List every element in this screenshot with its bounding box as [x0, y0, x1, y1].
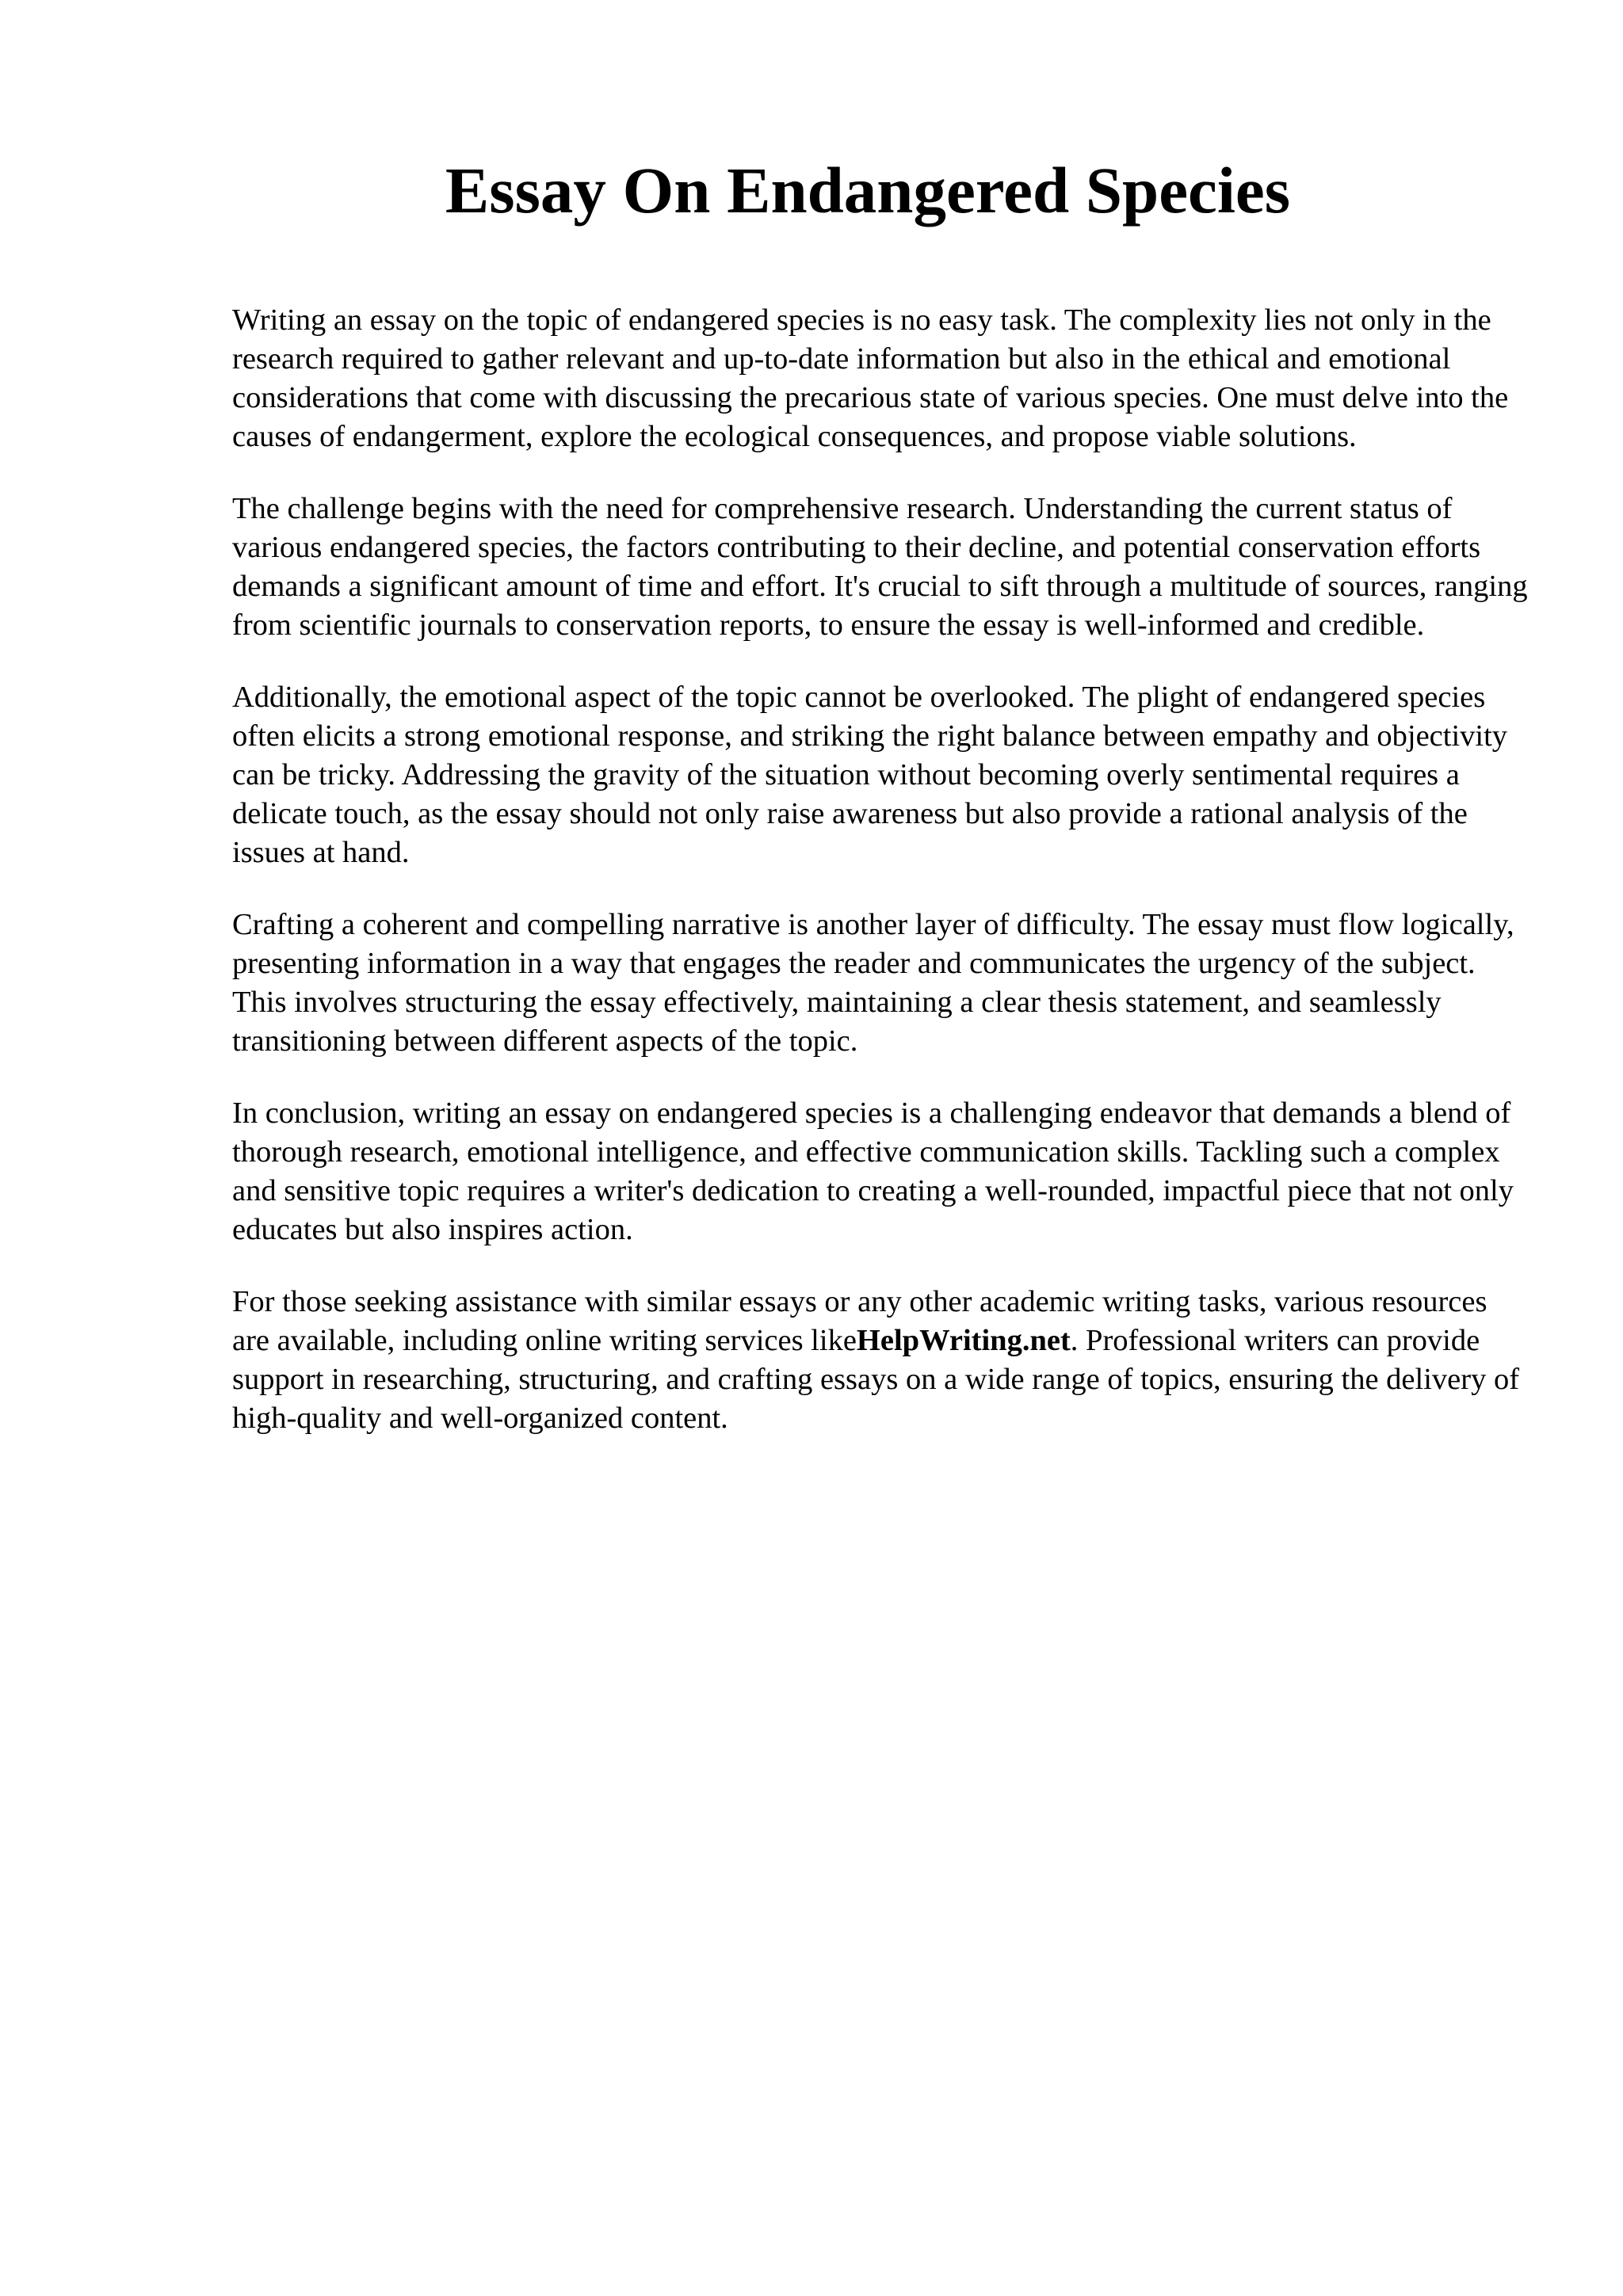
document-body: [232, 301, 1532, 1471]
paragraph-4: Crafting a coherent and compelling narrative is another layer of difficulty. The essay must flow logically, presenting information in a way that engages the reader and communicates the urgency of the subject. This involves structuring the essay effectively, maintaining a clear thesis statement, and seamlessly transitioning between different aspects of the topic.: [232, 908, 1514, 1058]
paragraph-6-text-before: For those seeking assistance with similar essays or any other academic writing tasks, various resources are available, including online writing services like: [232, 1285, 1487, 1357]
helpwriting-link[interactable]: HelpWriting.net: [856, 1324, 1071, 1357]
paragraph-1: Writing an essay on the topic of endangered species is no easy task. The complexity lies not only in the research required to gather relevant and up-to-date information but also in the ethical and emotional considerations that come with discussing the precarious state of various species. One must delve into the causes of endangerment, explore the ecological consequences, and propose viable solutions.: [232, 303, 1509, 453]
paragraph-6-text-after: . Professional writers can provide support in researching, structuring, and crafting essays on a wide range of topics, ensuring the delivery of high-quality and well-organized content.: [232, 1324, 1520, 1435]
paragraph-6: [232, 1283, 1532, 1438]
document-title: Essay On Endangered Species: [445, 154, 1291, 227]
paragraph-5: In conclusion, writing an essay on endangered species is a challenging endeavor that demands a blend of thorough research, emotional intelligence, and effective communication skills. Tackling such a complex and sensitive topic requires a writer's dedication to creating a well-rounded, impactful piece that not only educates but also inspires action.: [232, 1097, 1514, 1246]
paragraph-3: Additionally, the emotional aspect of the topic cannot be overlooked. The plight of endangered species often elicits a strong emotional response, and striking the right balance between empathy and objectivity can be tricky. Addressing the gravity of the situation without becoming overly sentimental requires a delicate touch, as the essay should not only raise awareness but also provide a rational analysis of the issues at hand.: [232, 681, 1508, 869]
paragraph-2: The challenge begins with the need for comprehensive research. Understanding the current status of various endangered species, the factors contributing to their decline, and potential conservation efforts demands a significant amount of time and effort. It's crucial to sift through a multitude of sources, ranging from scientific journals to conservation reports, to ensure the essay is well-informed and credible.: [232, 492, 1528, 642]
